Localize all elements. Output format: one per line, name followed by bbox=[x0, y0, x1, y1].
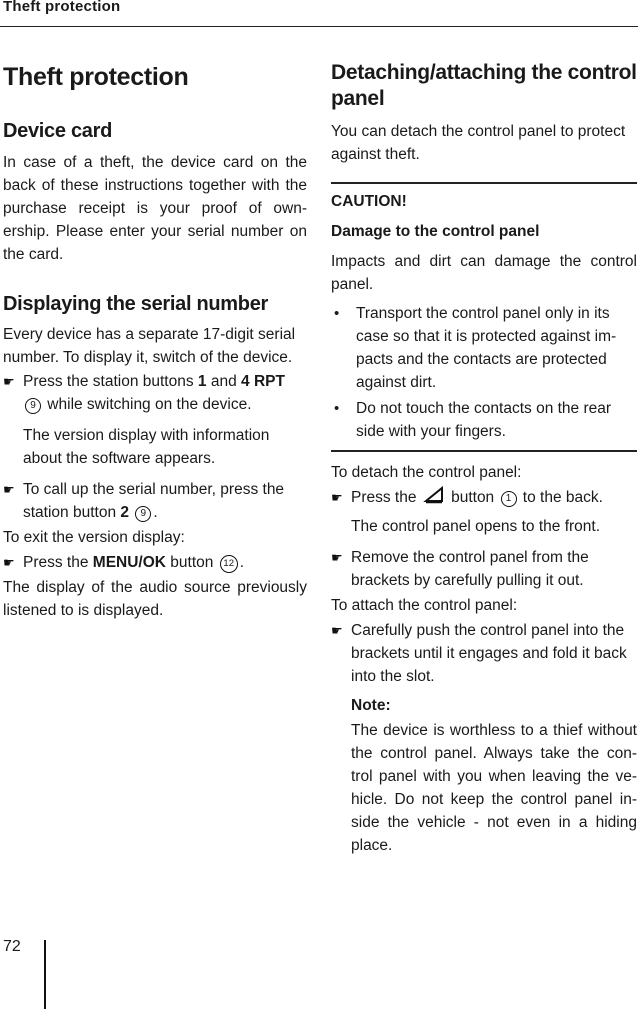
button-label: 1 bbox=[197, 373, 207, 390]
detach-steps-intro: To detach the control panel: bbox=[331, 464, 522, 481]
circled-number: 1 bbox=[501, 491, 517, 507]
circled-number: 9 bbox=[135, 506, 151, 522]
caution-title: Damage to the control panel bbox=[331, 223, 540, 240]
step-call-serial: ☛ To call up the serial number, press the station button 2 9 . bbox=[3, 478, 307, 524]
list-item: • Do not touch the contacts on the rear side with your fingers. bbox=[334, 400, 612, 440]
caution-label: CAUTION! bbox=[331, 193, 407, 210]
pointing-hand-icon: ☛ bbox=[3, 482, 15, 497]
page-number: 72 bbox=[3, 938, 21, 955]
serial-heading: Displaying the serial number bbox=[3, 293, 269, 315]
caution-text: Impacts and dirt can damage the control panel. bbox=[331, 253, 637, 293]
note-text: The device is worthless to a thief without the control panel. Always take the con-trol panel with you when leaving the ve-hicle. Do not keep the control panel in-side the vehicle - not even in a hiding place. bbox=[351, 722, 637, 854]
step-result: The version display with information about the software appears. bbox=[23, 427, 270, 467]
pointing-hand-icon: ☛ bbox=[331, 490, 343, 505]
page-divider bbox=[44, 940, 46, 1009]
step-press-menu: ☛ Press the MENU/OK button 12 . bbox=[3, 551, 307, 574]
step-remove-panel: ☛ Remove the control panel from the brackets by carefully pulling it out. bbox=[331, 546, 637, 592]
left-column bbox=[3, 58, 307, 622]
device-card-text: In case of a theft, the device card on the back of these instructions together with the purchase receipt is your proof of own-ership. Please enter your serial number on the card. bbox=[3, 154, 307, 263]
step-push-panel: ☛ Carefully push the control panel into the brackets until it engages and fold it back into the slot. bbox=[331, 619, 637, 688]
step-press-eject: ☛ Press the button 1 to the back. bbox=[331, 486, 637, 509]
pointing-hand-icon: ☛ bbox=[331, 550, 343, 565]
running-title: Theft protection bbox=[3, 0, 121, 15]
note-label: Note: bbox=[351, 697, 391, 714]
button-label: MENU/OK bbox=[92, 554, 166, 571]
serial-intro: Every device has a separate 17-digit serial number. To display it, switch of the device. bbox=[3, 326, 296, 366]
pointing-hand-icon: ☛ bbox=[3, 555, 15, 570]
circled-number: 9 bbox=[25, 398, 41, 414]
caution-top-rule bbox=[331, 182, 637, 184]
detach-heading: Detaching/attaching the control panel bbox=[331, 61, 637, 110]
caution-bottom-rule bbox=[331, 450, 637, 452]
pointing-hand-icon: ☛ bbox=[331, 623, 343, 638]
exit-intro: To exit the version display: bbox=[3, 529, 185, 546]
release-button-icon bbox=[423, 486, 445, 504]
device-card-heading: Device card bbox=[3, 120, 112, 142]
right-column bbox=[331, 58, 637, 857]
closing-text: The display of the audio source previously listened to is displayed. bbox=[3, 579, 307, 619]
pointing-hand-icon: ☛ bbox=[3, 374, 15, 389]
page-title: Theft protection bbox=[3, 63, 189, 91]
circled-number: 12 bbox=[220, 555, 238, 573]
attach-steps-intro: To attach the control panel: bbox=[331, 597, 518, 614]
button-label: 4 RPT bbox=[241, 373, 285, 390]
button-label: 2 bbox=[120, 504, 129, 521]
caution-box bbox=[331, 190, 637, 443]
step-press-station-buttons: ☛ Press the station buttons 1 and 4 RPT 9 while switching on the device. bbox=[3, 370, 307, 416]
running-header bbox=[0, 0, 638, 27]
list-item: • Transport the control panel only in its case so that it is protected against im-pacts and the contacts are protected against dirt. bbox=[334, 305, 617, 391]
detach-result: The control panel opens to the front. bbox=[351, 518, 601, 535]
detach-intro: You can detach the control panel to protect against theft. bbox=[331, 123, 626, 163]
